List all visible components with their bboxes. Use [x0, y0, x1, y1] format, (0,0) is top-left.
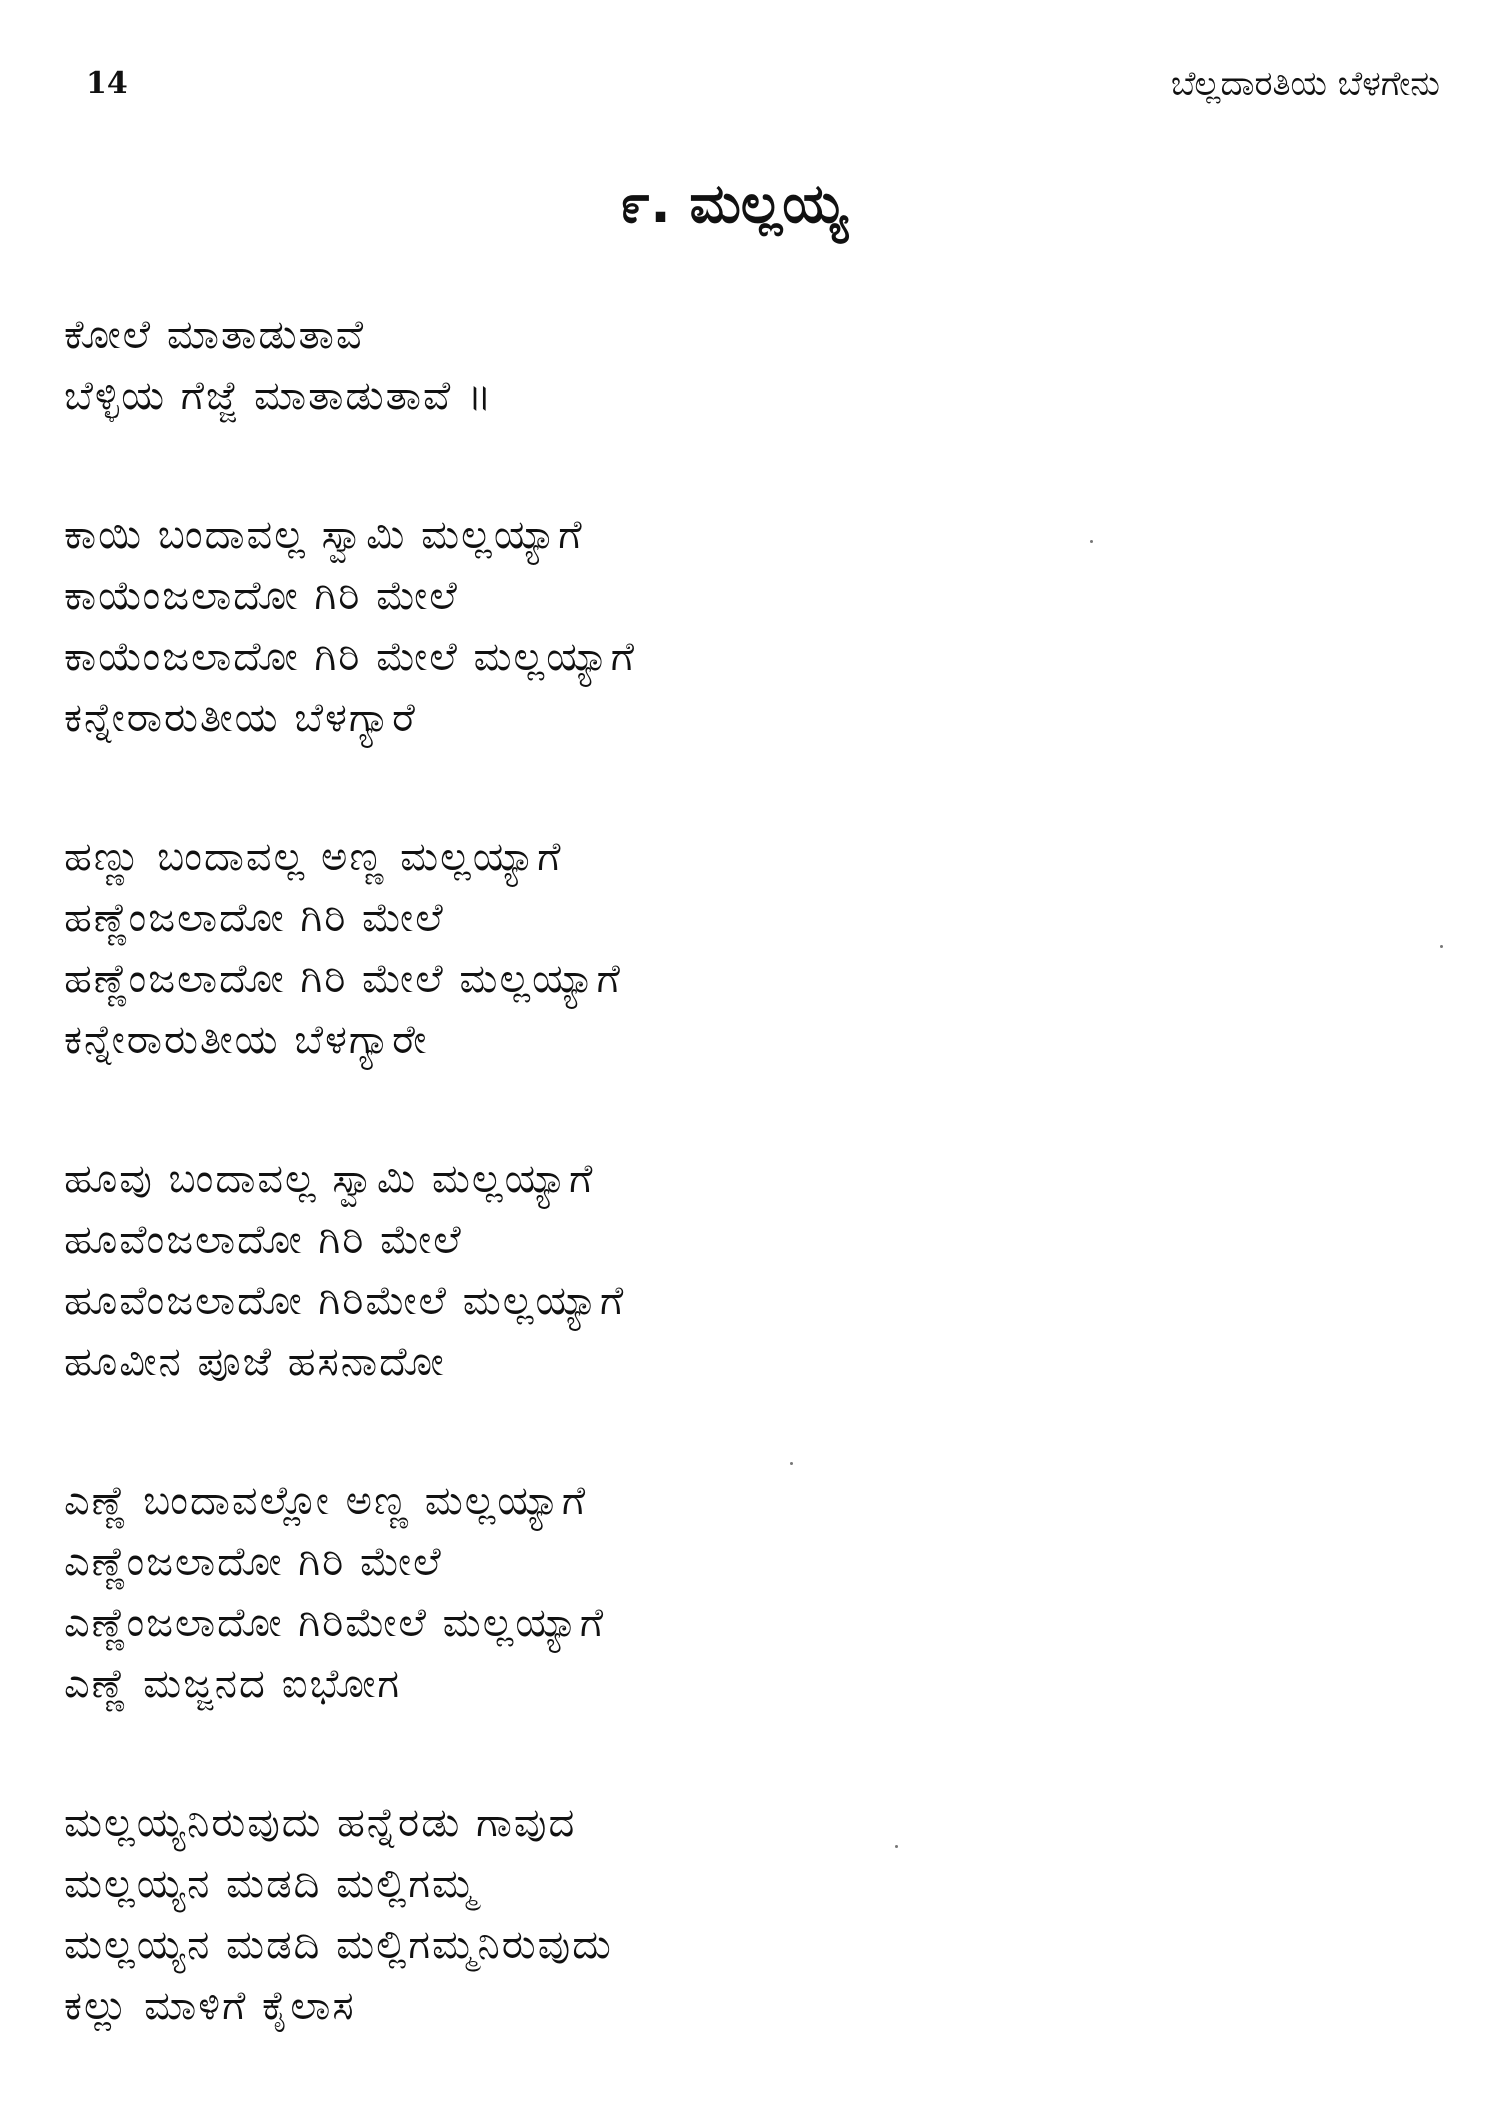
running-header: ಬೆಲ್ಲದಾರತಿಯ ಬೆಳಗೇನು [1170, 64, 1440, 104]
stanza-flower [64, 1149, 1214, 1393]
scan-speck [895, 1845, 898, 1848]
verse-line: ಹಣ್ಣು ಬಂದಾವಲ್ಲ ಅಣ್ಣ ಮಲ್ಲಯ್ಯಾಗೆ [64, 834, 563, 880]
scan-speck [1090, 540, 1093, 543]
verse-line: ಹೂವೀನ ಪೂಜೆ ಹಸನಾದೋ [64, 1339, 446, 1385]
verse-line: ಮಲ್ಲಯ್ಯನ ಮಡದಿ ಮಲ್ಲಿಗಮ್ಮ [64, 1861, 478, 1907]
stanza-oil [64, 1471, 1214, 1715]
stanza-coconut [64, 505, 1214, 749]
poem-title: ೯. ಮಲ್ಲಯ್ಯ [620, 172, 848, 235]
verse-line: ಕಾಯಿ ಬಂದಾವಲ್ಲ ಸ್ವಾಮಿ ಮಲ್ಲಯ್ಯಾಗೆ [64, 512, 584, 558]
verse-line: ಕಲ್ಲು ಮಾಳಿಗೆ ಕೈಲಾಸ [64, 1983, 356, 2029]
scan-speck [1440, 945, 1443, 948]
verse-line: ಕೋಲೆ ಮಾತಾಡುತಾವೆ [64, 312, 366, 358]
verse-line: ಮಲ್ಲಯ್ಯನ ಮಡದಿ ಮಲ್ಲಿಗಮ್ಮನಿರುವುದು [64, 1922, 613, 1968]
stanza-refrain [64, 305, 1214, 427]
page-number: 14 [86, 66, 128, 101]
verse-line: ಕಾಯೆಂಜಲಾದೋ ಗಿರಿ ಮೇಲೆ ಮಲ್ಲಯ್ಯಾಗೆ [64, 634, 636, 680]
verse-line: ಕನ್ನೇರಾರುತೀಯ ಬೆಳಗ್ಯಾರೇ [64, 1017, 429, 1063]
verse-line: ಎಣ್ಣೆಂಜಲಾದೋ ಗಿರಿ ಮೇಲೆ [64, 1539, 443, 1585]
verse-line: ಬೆಳ್ಳಿಯ ಗೆಜ್ಜೆ ಮಾತಾಡುತಾವೆ ॥ [64, 373, 494, 419]
verse-line: ಎಣ್ಣೆ ಮಜ್ಜನದ ಐಭೋಗ [64, 1661, 402, 1707]
stanza-fruit [64, 827, 1214, 1071]
verse-line: ಕಾಯೆಂಜಲಾದೋ ಗಿರಿ ಮೇಲೆ [64, 573, 459, 619]
verse-line: ಎಣ್ಣೆ ಬಂದಾವಲ್ಲೋ ಅಣ್ಣ ಮಲ್ಲಯ್ಯಾಗೆ [64, 1478, 588, 1524]
verse-line: ಹೂವು ಬಂದಾವಲ್ಲ ಸ್ವಾಮಿ ಮಲ್ಲಯ್ಯಾಗೆ [64, 1156, 595, 1202]
verse-line: ಕನ್ನೇರಾರುತೀಯ ಬೆಳಗ್ಯಾರೆ [64, 695, 417, 741]
poem-body [64, 305, 1214, 2115]
verse-line: ಹೂವೆಂಜಲಾದೋ ಗಿರಿಮೇಲೆ ಮಲ್ಲಯ್ಯಾಗೆ [64, 1278, 626, 1324]
scan-speck [790, 1462, 793, 1465]
verse-line: ಹೂವೆಂಜಲಾದೋ ಗಿರಿ ಮೇಲೆ [64, 1217, 463, 1263]
stanza-abode [64, 1793, 1214, 2037]
verse-line: ಎಣ್ಣೆಂಜಲಾದೋ ಗಿರಿಮೇಲೆ ಮಲ್ಲಯ್ಯಾಗೆ [64, 1600, 606, 1646]
verse-line: ಹಣ್ಣೆಂಜಲಾದೋ ಗಿರಿ ಮೇಲೆ [64, 895, 445, 941]
verse-line: ಮಲ್ಲಯ್ಯನಿರುವುದು ಹನ್ನೆರಡು ಗಾವುದ [64, 1800, 577, 1846]
verse-line: ಹಣ್ಣೆಂಜಲಾದೋ ಗಿರಿ ಮೇಲೆ ಮಲ್ಲಯ್ಯಾಗೆ [64, 956, 622, 1002]
